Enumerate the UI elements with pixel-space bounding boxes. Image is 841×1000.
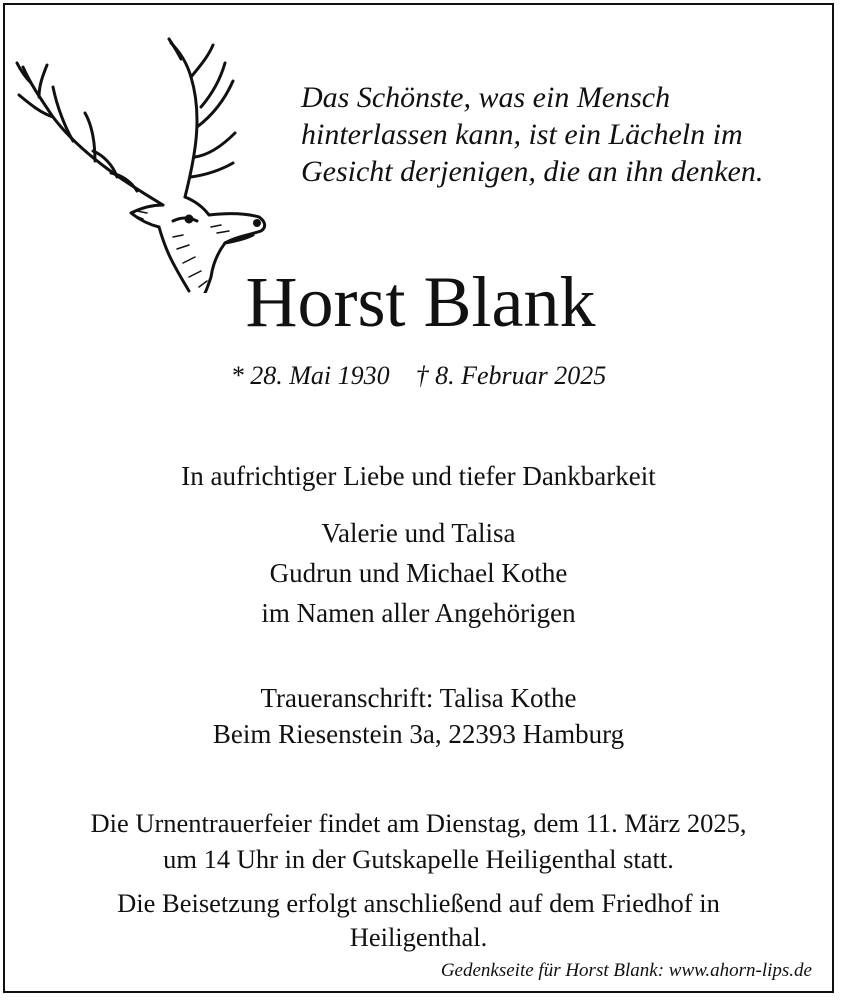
memorial-quote (301, 79, 821, 190)
mourning-address-label: Traueranschrift: Talisa Kothe (260, 683, 577, 713)
dedication-text: In aufrichtiger Liebe und tiefer Dankbarkeit (181, 461, 656, 491)
life-dates: * 28. Mai 1930 † 8. Februar 2025 (230, 361, 607, 390)
mourner-line: im Namen aller Angehörigen (261, 598, 576, 628)
memorial-page-link[interactable]: Gedenkseite für Horst Blank: www.ahorn-lips.de (440, 960, 812, 981)
mourning-address-street: Beim Riesenstein 3a, 22393 Hamburg (212, 719, 625, 749)
deceased-name: Horst Blank (245, 262, 596, 342)
service-info-line: Die Urnentrauerfeier findet am Dienstag, dem 11. März 2025, (90, 808, 747, 838)
quote-line: hinterlassen kann, ist ein Lächeln im (301, 118, 743, 151)
stag-head-icon (13, 37, 275, 293)
mourner-line: Gudrun und Michael Kothe (269, 558, 568, 588)
quote-line: Gesicht derjenigen, die an ihn denken. (301, 155, 764, 188)
obituary-notice (3, 3, 834, 993)
burial-info-line: Heiligenthal. (349, 922, 488, 952)
service-info-line: um 14 Uhr in der Gutskapelle Heiligenthal statt. (163, 844, 674, 874)
mourner-line: Valerie und Talisa (321, 518, 516, 548)
quote-line: Das Schönste, was ein Mensch (301, 81, 671, 114)
burial-info-line: Die Beisetzung erfolgt anschließend auf dem Friedhof in (117, 888, 720, 918)
